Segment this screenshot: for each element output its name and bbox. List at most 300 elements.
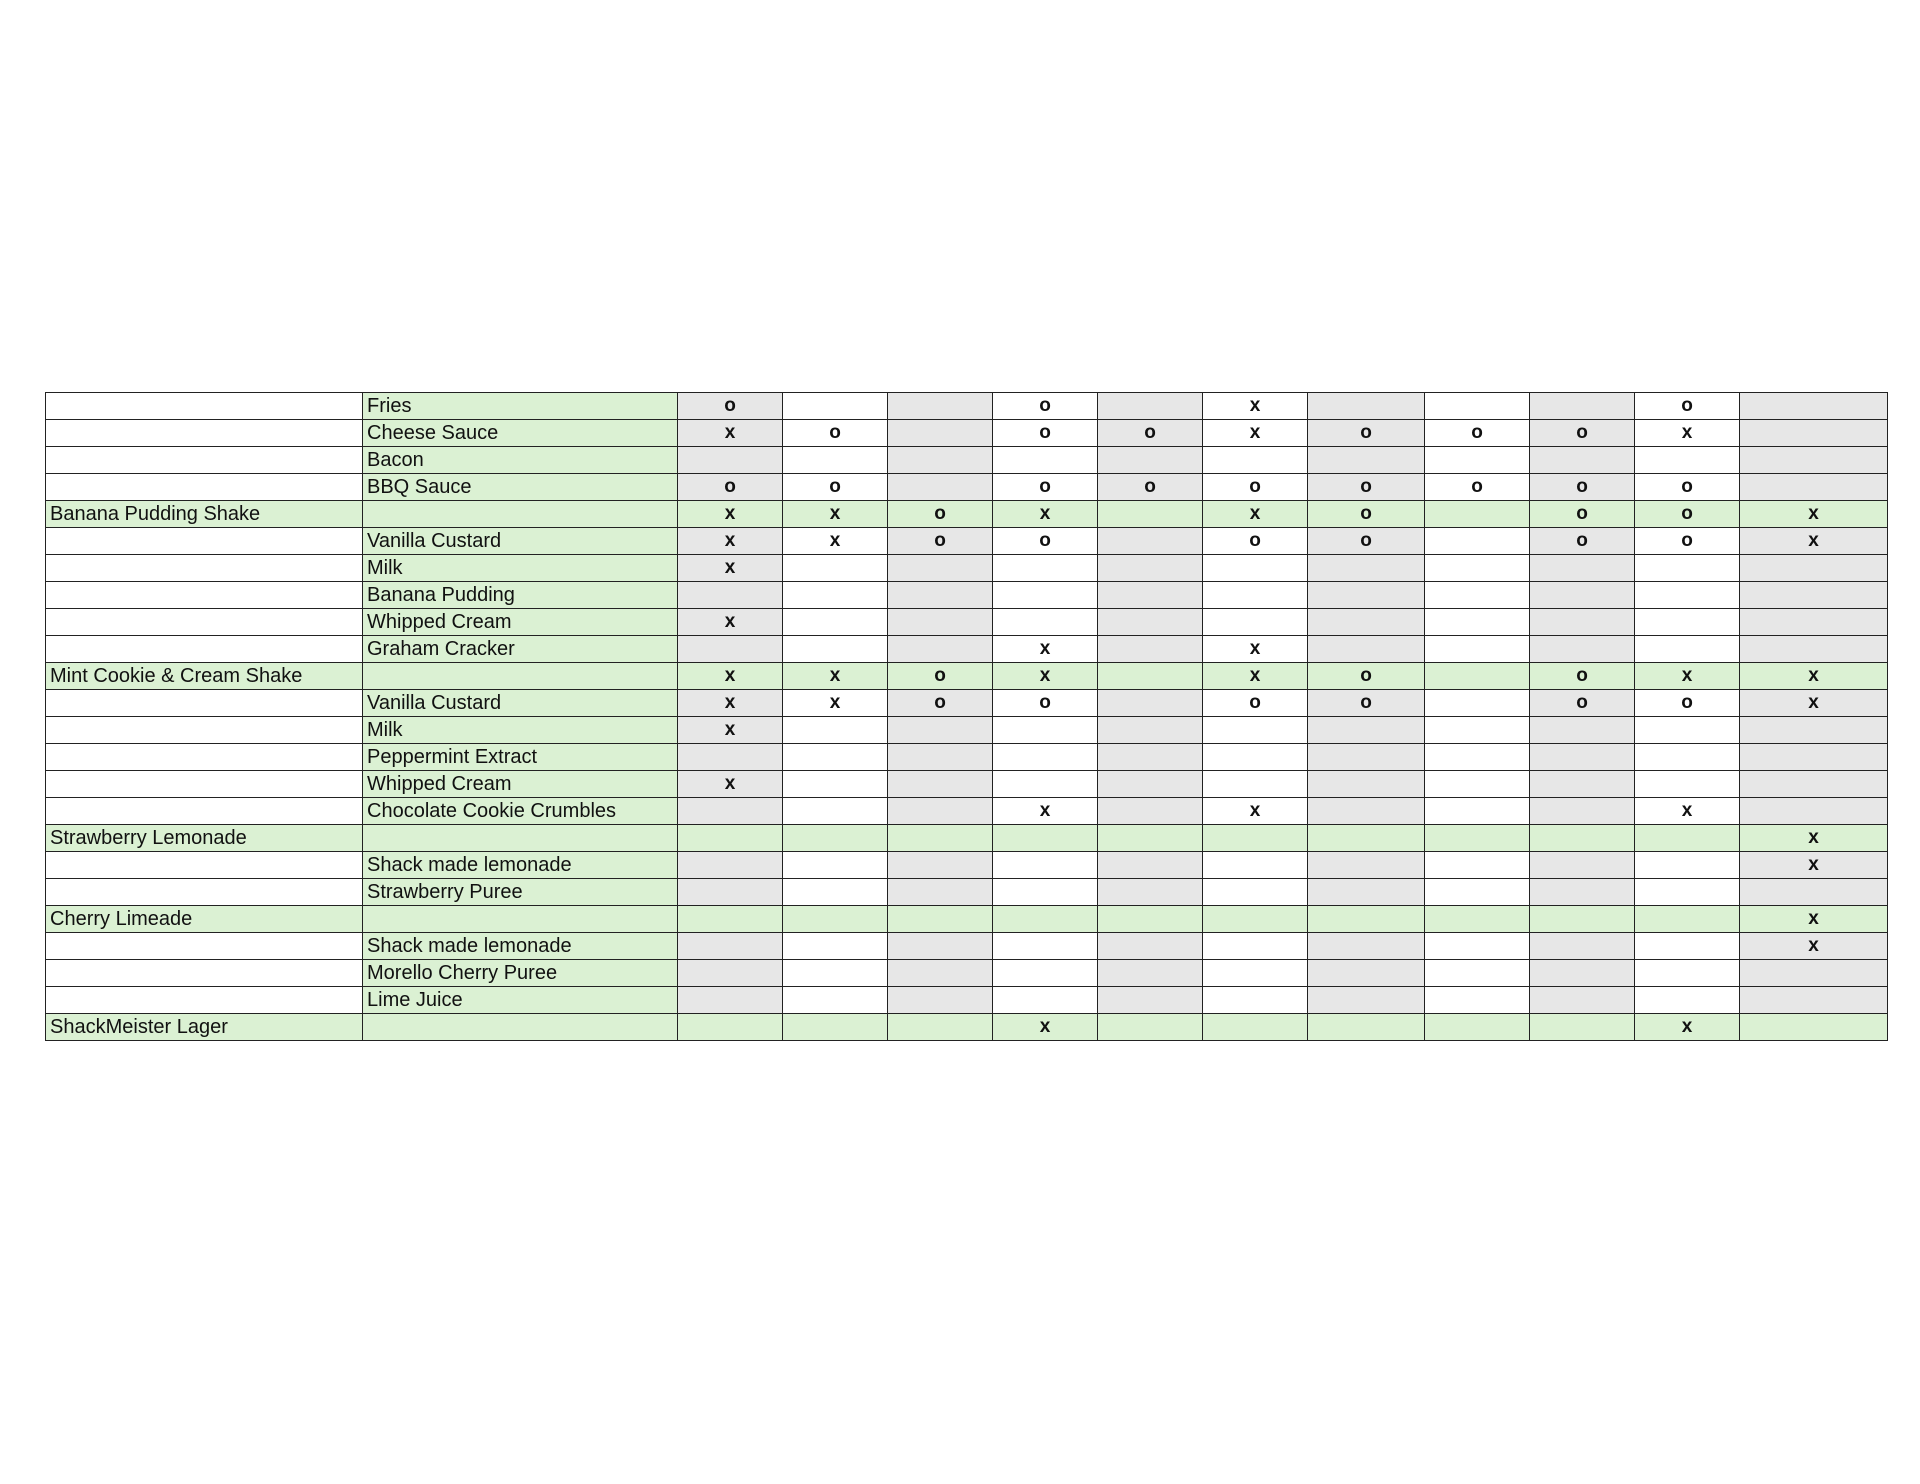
allergen-mark-cell xyxy=(1098,582,1203,609)
allergen-mark-cell xyxy=(1098,825,1203,852)
allergen-mark-cell: o xyxy=(993,474,1098,501)
ingredient-name: Shack made lemonade xyxy=(363,852,678,879)
allergen-mark-cell xyxy=(1098,960,1203,987)
allergen-mark-cell xyxy=(888,744,993,771)
allergen-mark-cell xyxy=(1308,879,1425,906)
allergen-mark-cell: x xyxy=(1635,1014,1740,1041)
allergen-mark-cell xyxy=(888,987,993,1014)
menu-item-name: ShackMeister Lager xyxy=(46,1014,363,1041)
allergen-mark-cell xyxy=(993,852,1098,879)
allergen-mark-cell: o xyxy=(1308,528,1425,555)
ingredient-row xyxy=(46,987,1888,1014)
allergen-mark-cell xyxy=(1635,879,1740,906)
allergen-mark-cell xyxy=(1635,447,1740,474)
allergen-mark-cell xyxy=(1203,609,1308,636)
allergen-mark-cell: o xyxy=(783,420,888,447)
allergen-mark-cell xyxy=(1425,609,1530,636)
allergen-mark-cell: x xyxy=(1740,501,1888,528)
allergen-mark-cell xyxy=(1308,717,1425,744)
allergen-mark-cell xyxy=(1530,798,1635,825)
allergen-mark-cell xyxy=(1308,987,1425,1014)
ingredient-row xyxy=(46,879,1888,906)
allergen-mark-cell xyxy=(1740,474,1888,501)
allergen-mark-cell xyxy=(783,825,888,852)
menu-item-name xyxy=(46,717,363,744)
menu-item-name xyxy=(46,582,363,609)
allergen-mark-cell xyxy=(1098,852,1203,879)
allergen-mark-cell: o xyxy=(1203,690,1308,717)
allergen-mark-cell xyxy=(1740,960,1888,987)
allergen-mark-cell: o xyxy=(783,474,888,501)
allergen-mark-cell: x xyxy=(1203,663,1308,690)
allergen-mark-cell xyxy=(888,555,993,582)
allergen-mark-cell xyxy=(678,582,783,609)
allergen-mark-cell xyxy=(1308,609,1425,636)
allergen-mark-cell xyxy=(783,933,888,960)
allergen-mark-cell xyxy=(678,987,783,1014)
allergen-mark-cell xyxy=(1098,636,1203,663)
allergen-mark-cell xyxy=(888,447,993,474)
allergen-mark-cell: x xyxy=(678,717,783,744)
allergen-mark-cell xyxy=(783,582,888,609)
allergen-mark-cell: o xyxy=(1098,474,1203,501)
ingredient-name: Morello Cherry Puree xyxy=(363,960,678,987)
allergen-mark-cell xyxy=(1635,609,1740,636)
menu-item-name: Cherry Limeade xyxy=(46,906,363,933)
ingredient-row xyxy=(46,528,1888,555)
ingredient-row xyxy=(46,960,1888,987)
allergen-mark-cell xyxy=(1425,636,1530,663)
allergen-mark-cell xyxy=(888,933,993,960)
allergen-mark-cell xyxy=(1530,1014,1635,1041)
allergen-mark-cell xyxy=(1740,582,1888,609)
allergen-mark-cell xyxy=(678,933,783,960)
allergen-mark-cell xyxy=(1530,636,1635,663)
allergen-mark-cell xyxy=(1635,825,1740,852)
allergen-mark-cell xyxy=(783,447,888,474)
allergen-mark-cell xyxy=(1635,636,1740,663)
allergen-mark-cell xyxy=(1425,852,1530,879)
allergen-mark-cell: o xyxy=(1635,501,1740,528)
allergen-mark-cell xyxy=(1308,825,1425,852)
allergen-mark-cell xyxy=(993,825,1098,852)
allergen-mark-cell: o xyxy=(678,474,783,501)
allergen-mark-cell xyxy=(888,798,993,825)
allergen-mark-cell xyxy=(1740,447,1888,474)
allergen-mark-cell xyxy=(678,447,783,474)
allergen-mark-cell xyxy=(1203,852,1308,879)
allergen-mark-cell: x xyxy=(678,609,783,636)
allergen-mark-cell xyxy=(1740,744,1888,771)
ingredient-row xyxy=(46,582,1888,609)
allergen-mark-cell xyxy=(1203,879,1308,906)
allergen-mark-cell xyxy=(993,960,1098,987)
allergen-mark-cell xyxy=(678,852,783,879)
allergen-mark-cell xyxy=(1425,879,1530,906)
allergen-mark-cell: x xyxy=(1740,690,1888,717)
menu-item-name xyxy=(46,609,363,636)
allergen-mark-cell xyxy=(1098,1014,1203,1041)
allergen-mark-cell: o xyxy=(1098,420,1203,447)
ingredient-row xyxy=(46,717,1888,744)
allergen-mark-cell xyxy=(1740,609,1888,636)
ingredient-row xyxy=(46,798,1888,825)
allergen-mark-cell xyxy=(1425,555,1530,582)
allergen-mark-cell xyxy=(783,1014,888,1041)
ingredient-name: BBQ Sauce xyxy=(363,474,678,501)
allergen-mark-cell xyxy=(1098,933,1203,960)
allergen-mark-cell: o xyxy=(993,393,1098,420)
allergen-mark-cell xyxy=(678,960,783,987)
ingredient-row xyxy=(46,771,1888,798)
allergen-mark-cell xyxy=(1098,663,1203,690)
allergen-mark-cell xyxy=(1425,447,1530,474)
ingredient-name: Chocolate Cookie Crumbles xyxy=(363,798,678,825)
ingredient-name: Banana Pudding xyxy=(363,582,678,609)
allergen-mark-cell xyxy=(1635,852,1740,879)
allergen-mark-cell: o xyxy=(1530,420,1635,447)
allergen-mark-cell xyxy=(993,582,1098,609)
menu-item-name xyxy=(46,933,363,960)
allergen-mark-cell xyxy=(1530,825,1635,852)
ingredient-name: Fries xyxy=(363,393,678,420)
allergen-mark-cell xyxy=(1530,717,1635,744)
ingredient-row xyxy=(46,555,1888,582)
menu-item-name xyxy=(46,798,363,825)
allergen-mark-cell xyxy=(1203,717,1308,744)
allergen-mark-cell: x xyxy=(678,555,783,582)
allergen-mark-cell xyxy=(1425,960,1530,987)
allergen-mark-cell xyxy=(1740,555,1888,582)
allergen-mark-cell xyxy=(1530,852,1635,879)
allergen-mark-cell xyxy=(993,717,1098,744)
ingredient-name: Graham Cracker xyxy=(363,636,678,663)
allergen-mark-cell: o xyxy=(1203,528,1308,555)
menu-item-name: Mint Cookie & Cream Shake xyxy=(46,663,363,690)
menu-item-name xyxy=(46,771,363,798)
allergen-mark-cell xyxy=(1740,1014,1888,1041)
allergen-mark-cell: x xyxy=(783,690,888,717)
allergen-mark-cell: x xyxy=(993,663,1098,690)
allergen-mark-cell xyxy=(888,474,993,501)
allergen-mark-cell xyxy=(1308,906,1425,933)
allergen-mark-cell xyxy=(1425,798,1530,825)
allergen-mark-cell: x xyxy=(1635,663,1740,690)
ingredient-name xyxy=(363,501,678,528)
menu-item-name xyxy=(46,447,363,474)
allergen-mark-cell xyxy=(888,1014,993,1041)
allergen-mark-cell xyxy=(1203,1014,1308,1041)
allergen-mark-cell xyxy=(1740,393,1888,420)
ingredient-row xyxy=(46,690,1888,717)
allergen-mark-cell xyxy=(1740,717,1888,744)
ingredient-name: Vanilla Custard xyxy=(363,690,678,717)
allergen-mark-cell xyxy=(1530,582,1635,609)
allergen-mark-cell: o xyxy=(1425,420,1530,447)
ingredient-row xyxy=(46,636,1888,663)
ingredient-name xyxy=(363,1014,678,1041)
allergen-mark-cell xyxy=(783,987,888,1014)
allergen-mark-cell xyxy=(1308,798,1425,825)
allergen-mark-cell xyxy=(1425,690,1530,717)
allergen-mark-cell xyxy=(888,636,993,663)
allergen-mark-cell xyxy=(1203,960,1308,987)
allergen-mark-cell xyxy=(1425,771,1530,798)
allergen-mark-cell xyxy=(993,744,1098,771)
allergen-mark-cell xyxy=(993,987,1098,1014)
allergen-mark-cell: o xyxy=(1530,501,1635,528)
allergen-mark-cell xyxy=(1308,636,1425,663)
allergen-mark-cell: o xyxy=(888,501,993,528)
allergen-mark-cell: x xyxy=(1740,663,1888,690)
menu-item-name xyxy=(46,960,363,987)
menu-item-name xyxy=(46,879,363,906)
allergen-mark-cell xyxy=(1425,717,1530,744)
allergen-mark-cell xyxy=(1203,906,1308,933)
allergen-mark-cell xyxy=(993,933,1098,960)
allergen-mark-cell xyxy=(1530,987,1635,1014)
allergen-mark-cell xyxy=(1308,582,1425,609)
allergen-mark-cell xyxy=(1425,987,1530,1014)
ingredient-name xyxy=(363,663,678,690)
menu-item-name xyxy=(46,528,363,555)
allergen-mark-cell xyxy=(1098,744,1203,771)
allergen-mark-cell: o xyxy=(1308,501,1425,528)
allergen-mark-cell: o xyxy=(888,528,993,555)
allergen-mark-cell xyxy=(888,852,993,879)
allergen-mark-cell xyxy=(1098,771,1203,798)
allergen-mark-cell xyxy=(1740,420,1888,447)
allergen-mark-cell xyxy=(1425,501,1530,528)
allergen-mark-cell: o xyxy=(1425,474,1530,501)
ingredient-name: Shack made lemonade xyxy=(363,933,678,960)
allergen-mark-cell xyxy=(993,879,1098,906)
menu-item-name xyxy=(46,852,363,879)
allergen-mark-cell: x xyxy=(1740,933,1888,960)
allergen-mark-cell xyxy=(783,717,888,744)
allergen-mark-cell xyxy=(1425,825,1530,852)
allergen-mark-cell xyxy=(1530,447,1635,474)
allergen-mark-cell xyxy=(783,798,888,825)
allergen-mark-cell xyxy=(1098,690,1203,717)
allergen-mark-cell xyxy=(888,717,993,744)
allergen-mark-cell xyxy=(1425,663,1530,690)
allergen-mark-cell xyxy=(1635,744,1740,771)
allergen-mark-cell xyxy=(1308,555,1425,582)
allergen-mark-cell xyxy=(1098,555,1203,582)
allergen-mark-cell: o xyxy=(1530,690,1635,717)
allergen-mark-cell xyxy=(1308,393,1425,420)
allergen-mark-cell xyxy=(1425,906,1530,933)
menu-item-name xyxy=(46,636,363,663)
allergen-mark-cell xyxy=(1308,744,1425,771)
ingredient-row xyxy=(46,393,1888,420)
allergen-mark-cell xyxy=(783,393,888,420)
allergen-mark-cell: x xyxy=(678,501,783,528)
allergen-mark-cell: x xyxy=(1203,501,1308,528)
allergen-mark-cell: o xyxy=(1530,474,1635,501)
allergen-mark-cell xyxy=(783,636,888,663)
allergen-mark-cell xyxy=(888,420,993,447)
allergen-mark-cell xyxy=(888,609,993,636)
menu-item-name xyxy=(46,420,363,447)
allergen-mark-cell xyxy=(993,906,1098,933)
menu-item-name xyxy=(46,987,363,1014)
allergen-mark-cell xyxy=(678,879,783,906)
menu-item-name xyxy=(46,393,363,420)
allergen-mark-cell: x xyxy=(678,663,783,690)
allergen-mark-cell xyxy=(1098,798,1203,825)
allergen-mark-cell xyxy=(1203,825,1308,852)
allergen-mark-cell: o xyxy=(888,690,993,717)
allergen-mark-cell xyxy=(678,798,783,825)
allergen-mark-cell xyxy=(1530,393,1635,420)
allergen-mark-cell xyxy=(1740,987,1888,1014)
allergen-mark-cell: o xyxy=(1635,474,1740,501)
allergen-mark-cell xyxy=(1635,582,1740,609)
allergen-mark-cell xyxy=(1308,960,1425,987)
allergen-mark-cell: x xyxy=(1635,798,1740,825)
allergen-mark-cell xyxy=(1530,771,1635,798)
allergen-mark-cell: x xyxy=(993,1014,1098,1041)
menu-item-row xyxy=(46,663,1888,690)
allergen-mark-cell: x xyxy=(783,663,888,690)
ingredient-name: Vanilla Custard xyxy=(363,528,678,555)
allergen-mark-cell: o xyxy=(1308,690,1425,717)
allergen-mark-cell xyxy=(1203,555,1308,582)
allergen-mark-cell xyxy=(1425,528,1530,555)
ingredient-row xyxy=(46,852,1888,879)
allergen-mark-cell: x xyxy=(678,690,783,717)
allergen-mark-cell xyxy=(1530,933,1635,960)
allergen-mark-cell xyxy=(1740,771,1888,798)
allergen-mark-cell: o xyxy=(1308,474,1425,501)
allergen-mark-cell xyxy=(1635,717,1740,744)
allergen-mark-cell xyxy=(1635,987,1740,1014)
allergen-mark-cell xyxy=(1635,906,1740,933)
allergen-mark-cell xyxy=(1098,609,1203,636)
allergen-mark-cell xyxy=(1530,906,1635,933)
allergen-mark-cell: o xyxy=(1530,528,1635,555)
allergen-mark-cell xyxy=(993,771,1098,798)
allergen-table xyxy=(45,392,1888,1041)
allergen-mark-cell xyxy=(783,771,888,798)
allergen-mark-cell: x xyxy=(1203,420,1308,447)
allergen-mark-cell xyxy=(783,609,888,636)
allergen-mark-cell xyxy=(1098,717,1203,744)
allergen-mark-cell xyxy=(1098,447,1203,474)
allergen-mark-cell xyxy=(1635,555,1740,582)
allergen-mark-cell: o xyxy=(993,528,1098,555)
ingredient-row xyxy=(46,420,1888,447)
ingredient-row xyxy=(46,933,1888,960)
allergen-mark-cell: x xyxy=(1740,852,1888,879)
allergen-mark-cell xyxy=(1308,447,1425,474)
allergen-mark-cell xyxy=(1098,528,1203,555)
allergen-mark-cell xyxy=(1530,609,1635,636)
allergen-mark-cell xyxy=(678,636,783,663)
allergen-mark-cell xyxy=(1203,447,1308,474)
ingredient-name: Whipped Cream xyxy=(363,771,678,798)
allergen-mark-cell xyxy=(888,393,993,420)
allergen-mark-cell: x xyxy=(1203,636,1308,663)
menu-item-row xyxy=(46,501,1888,528)
allergen-mark-cell xyxy=(888,960,993,987)
allergen-mark-cell: x xyxy=(783,501,888,528)
allergen-mark-cell: x xyxy=(1635,420,1740,447)
allergen-mark-cell xyxy=(1308,1014,1425,1041)
allergen-mark-cell: o xyxy=(1635,393,1740,420)
ingredient-row xyxy=(46,447,1888,474)
allergen-mark-cell xyxy=(993,447,1098,474)
allergen-mark-cell: x xyxy=(1203,798,1308,825)
allergen-mark-cell xyxy=(1425,933,1530,960)
allergen-mark-cell: x xyxy=(1203,393,1308,420)
ingredient-name xyxy=(363,825,678,852)
menu-item-name: Banana Pudding Shake xyxy=(46,501,363,528)
allergen-mark-cell xyxy=(1425,744,1530,771)
menu-item-row xyxy=(46,825,1888,852)
allergen-mark-cell xyxy=(1203,771,1308,798)
allergen-mark-cell xyxy=(678,744,783,771)
ingredient-name: Cheese Sauce xyxy=(363,420,678,447)
allergen-mark-cell xyxy=(1308,933,1425,960)
allergen-mark-cell xyxy=(1530,744,1635,771)
ingredient-row xyxy=(46,744,1888,771)
allergen-mark-cell xyxy=(1425,582,1530,609)
allergen-mark-cell xyxy=(1098,879,1203,906)
allergen-mark-cell xyxy=(1203,744,1308,771)
menu-item-row xyxy=(46,906,1888,933)
menu-item-row xyxy=(46,1014,1888,1041)
ingredient-row xyxy=(46,474,1888,501)
ingredient-name: Bacon xyxy=(363,447,678,474)
allergen-mark-cell: o xyxy=(1530,663,1635,690)
ingredient-name: Strawberry Puree xyxy=(363,879,678,906)
allergen-mark-cell: x xyxy=(783,528,888,555)
allergen-mark-cell xyxy=(678,906,783,933)
ingredient-row xyxy=(46,609,1888,636)
allergen-mark-cell: x xyxy=(678,420,783,447)
ingredient-name: Milk xyxy=(363,555,678,582)
allergen-mark-cell: o xyxy=(1635,528,1740,555)
allergen-mark-cell xyxy=(1203,987,1308,1014)
allergen-mark-cell: o xyxy=(1203,474,1308,501)
allergen-mark-cell: o xyxy=(993,690,1098,717)
allergen-mark-cell: x xyxy=(678,771,783,798)
allergen-mark-cell xyxy=(1530,960,1635,987)
allergen-mark-cell: o xyxy=(1635,690,1740,717)
allergen-mark-cell xyxy=(783,555,888,582)
allergen-mark-cell xyxy=(783,906,888,933)
allergen-mark-cell xyxy=(888,906,993,933)
allergen-mark-cell xyxy=(1740,798,1888,825)
allergen-mark-cell xyxy=(783,960,888,987)
menu-item-name: Strawberry Lemonade xyxy=(46,825,363,852)
allergen-mark-cell: o xyxy=(1308,663,1425,690)
allergen-mark-cell xyxy=(888,825,993,852)
allergen-mark-cell: x xyxy=(993,501,1098,528)
allergen-mark-cell xyxy=(1740,879,1888,906)
allergen-mark-cell: x xyxy=(1740,825,1888,852)
allergen-mark-cell xyxy=(1635,960,1740,987)
allergen-mark-cell xyxy=(1635,771,1740,798)
allergen-mark-cell xyxy=(888,879,993,906)
allergen-mark-cell xyxy=(1098,501,1203,528)
allergen-mark-cell xyxy=(783,879,888,906)
allergen-mark-cell xyxy=(1203,582,1308,609)
allergen-mark-cell: o xyxy=(888,663,993,690)
